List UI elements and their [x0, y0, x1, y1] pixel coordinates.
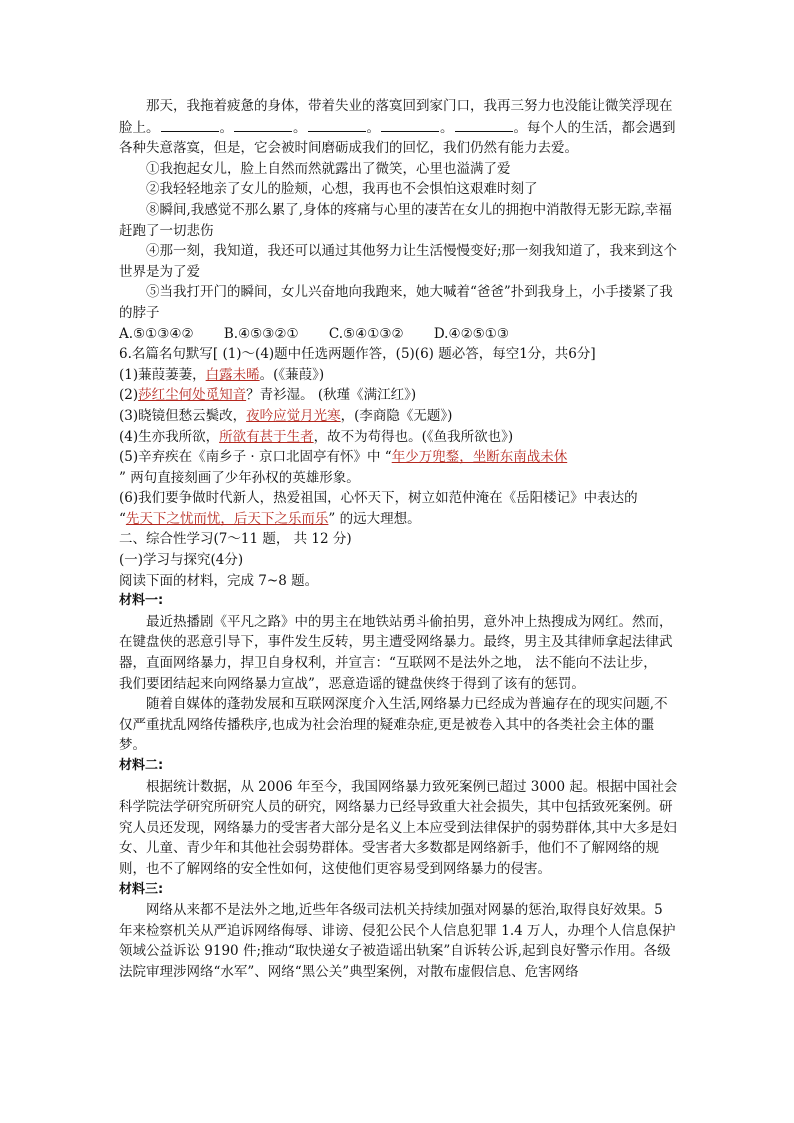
- line-suffix: ，故不为苟得也。(《鱼我所欲也》): [313, 428, 514, 445]
- blank-separator: 。: [440, 119, 454, 136]
- recitation-line-2: [119, 385, 679, 406]
- sentence-option: ④那一刻，我知道，我还可以通过其他努力让生活慢慢变好;那一刻我知道了，我来到这个世界是为了爱: [119, 243, 678, 280]
- sentence-option: ⑧瞬间,我感觉不那么累了,身体的疼痛与心里的凄苦在女儿的拥抱中消散得无影无踪,幸福赶跑了一切悲伤: [119, 201, 672, 239]
- line-prefix: (1)蒹葭萋萋，: [119, 366, 206, 383]
- line-prefix: (2): [119, 387, 139, 404]
- recitation-line-1: [119, 365, 679, 386]
- recitation-line-3: [119, 406, 679, 427]
- choice-a: A.⑤①③④②: [119, 325, 194, 342]
- material-3-title: 材料三:: [119, 881, 164, 897]
- choice-c: C.⑤④①③②: [328, 325, 404, 342]
- line-suffix: ？青衫湿。 (秋瑾《满江红》): [246, 387, 417, 404]
- passage-text-start: 那天，我拖着疲惫的身体，带着失业的落寞回到家门口，我再三努力也没能让微笑浮现在脸上。: [119, 98, 673, 136]
- line-prefix: (3)晓镜但愁云鬓改，: [119, 407, 247, 424]
- filled-answer: 白露未晞: [205, 366, 260, 383]
- recitation-line-5: [119, 447, 679, 488]
- line-suffix: 。(《蒹葭》): [259, 366, 325, 383]
- question-6-heading: 6.名篇名句默写[ (1)～(4)题中任选两题作答，(5)(6) 题必答，每空1分，共6分]: [119, 346, 596, 363]
- passage-paragraph: [119, 96, 679, 159]
- filled-answer: 年少万兜鍪，坐断东南战未休: [391, 449, 568, 466]
- answer-blank: [234, 117, 292, 132]
- recitation-line-4: [119, 427, 679, 448]
- material-2-paragraph: 根据统计数据，从 2006 年至今，我国网络暴力致死案例已超过 3000 起。根据中国社会科学院法学研究所研究人员的研究，网络暴力已经导致重大社会损失，其中包括致死案例。研究人员还发现，网络暴力的受害者大部分是名义上本应受到法律保护的弱势群体,其中大多是妇女、儿童、青少年和其他社会弱势群体。受害者大多数都是网络新手，他们不了解网络的规则，也不了解网络的安全性如何，这使他们更容易受到网络暴力的侵害。: [119, 778, 678, 877]
- choice-d: D.④②⑤①③: [433, 325, 509, 342]
- passage-text-end: 。每个人的生活，都会遇到各种失意落寞，但是，它会被时间磨砺成我们的回忆，我们仍然有能力去爱。: [119, 119, 676, 157]
- document-body: [119, 96, 679, 983]
- line-suffix: ，(李商隐《无题》): [340, 407, 453, 424]
- filled-answer: 夜吟应觉月光寒: [246, 407, 341, 424]
- recitation-line-6: [119, 488, 679, 529]
- line-suffix: ” 的远大理想。: [328, 510, 421, 527]
- material-2-title: 材料二:: [119, 758, 164, 773]
- answer-blank: [381, 117, 439, 132]
- answer-choices: [119, 324, 679, 345]
- answer-blank: [455, 117, 513, 132]
- answer-blank: [308, 117, 366, 132]
- answer-blank: [161, 117, 219, 132]
- blank-separator: 。: [293, 119, 307, 136]
- material-1-paragraph: 最近热播剧《平凡之路》中的男主在地铁站勇斗偷拍男，意外冲上热搜成为网红。然而，在键盘侠的恶意引导下，事件发生反转，男主遭受网络暴力。最终，男主及其律师拿起法律武器，直面网络暴力，捍卫自身权利，并宣言：“互联网不是法外之地， 法不能向不法让步，: [119, 613, 673, 672]
- blank-separator: 。: [366, 119, 380, 136]
- blank-separator: 。: [219, 119, 233, 136]
- material-1-paragraph: 随着自媒体的蓬勃发展和互联网深度介入生活,网络暴力已经成为普遍存在的现实问题,不仅严重扰乱网络传播秩序,也成为社会治理的疑难杂症,更是被卷入其中的各类社会主体的噩梦。: [119, 696, 668, 754]
- filled-answer: 先天下之忧而忧，后天下之乐而乐: [125, 510, 329, 527]
- sentence-option: ②我轻轻地亲了女儿的脸颊，心想，我再也不会惧怕这艰难时刻了: [146, 181, 538, 198]
- sentence-option: ①我抱起女儿，脸上自然而然就露出了微笑，心里也溢满了爱: [146, 160, 511, 177]
- filled-answer: 所欲有甚于生者: [219, 428, 314, 445]
- material-1-title: 材料一:: [119, 593, 164, 609]
- line-prefix: (6)我们要争做时代新人，热爱祖国，心怀天下，树立如范仲淹在《岳阳楼记》中表达的: [119, 490, 638, 507]
- material-3-paragraph: 网络从来都不是法外之地,近些年各级司法机关持续加强对网暴的惩治,取得良好效果。5 年来检察机关从严追诉网络侮辱、诽谤、侵犯公民个人信息犯罪 1.4 万人，办理个人信息保护领域公益诉讼 9190 件;推动“取快递女子被造谣出轨案”自诉转公诉,起到良好警示作用。各级法院审理涉网络“水军”、网络“黑公关”典型案例，对散布虚假信息、危害网络: [119, 902, 676, 980]
- open-quote: “: [119, 510, 126, 527]
- section-2-instruction: 阅读下面的材料，完成 7~8 题。: [119, 572, 319, 589]
- line-prefix: (5)辛弃疾在《南乡子 · 京口北固亭有怀》中 “: [119, 449, 392, 466]
- sentence-option: ⑤当我打开门的瞬间，女儿兴奋地向我跑来，她大喊着“爸爸”扑到我身上，小手搂紧了我的脖子: [119, 284, 673, 321]
- choice-b: B.④⑤③②①: [223, 325, 299, 342]
- section-2-heading: 二、综合性学习(7～11 题， 共 12 分): [119, 531, 352, 548]
- line-prefix: (4)生亦我所欲，: [119, 428, 220, 445]
- filled-answer: 莎红尘何处觅知音: [138, 387, 247, 404]
- line-suffix: ” 两句直接刻画了少年孙权的英雄形象。: [119, 469, 360, 486]
- section-2-subheading: (一)学习与探究(4分): [119, 552, 244, 569]
- material-1-continuation: 我们要团结起来向网络暴力宣战”，恶意造谣的键盘侠终于得到了该有的惩罚。: [119, 675, 585, 692]
